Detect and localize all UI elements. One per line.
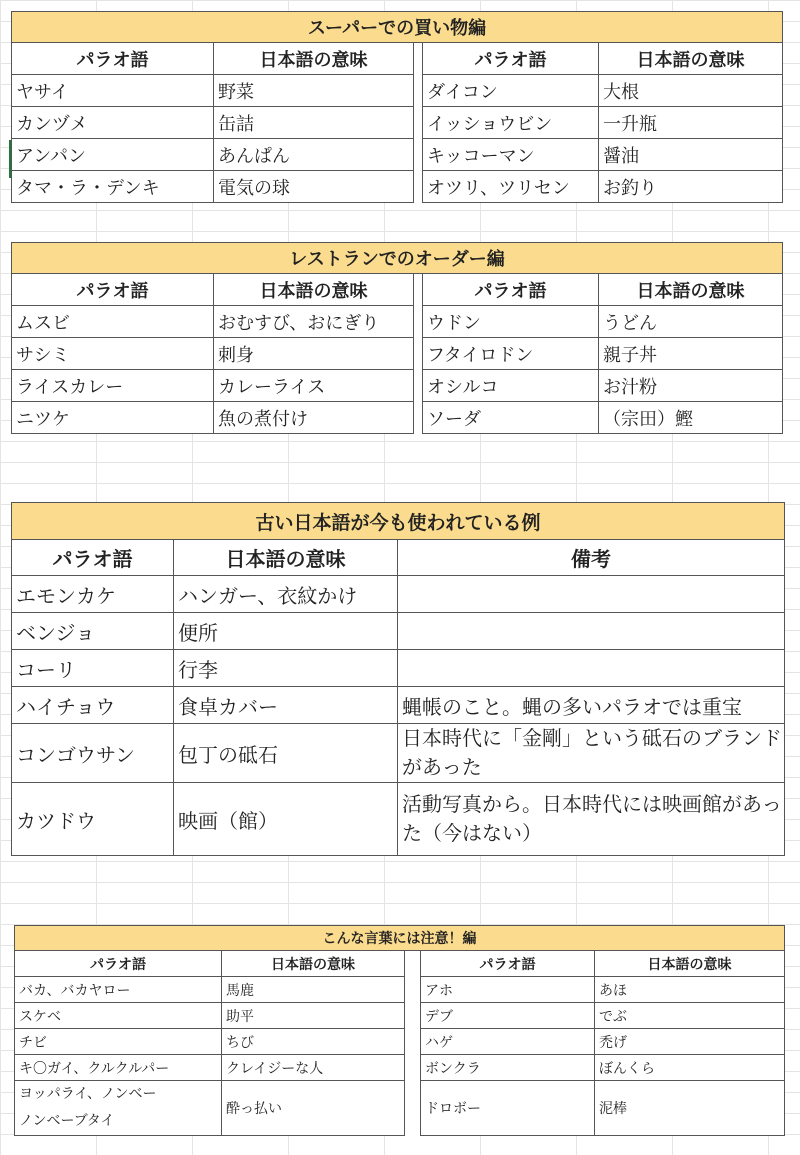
column-gap [414, 171, 423, 203]
column-gap [414, 139, 423, 171]
table-row [15, 1081, 785, 1136]
cell[interactable]: ハゲ [421, 1029, 595, 1055]
cell[interactable]: フタイロドン [423, 338, 599, 370]
table-row [12, 338, 783, 370]
column-header: パラオ語 [421, 951, 595, 977]
column-header: パラオ語 [12, 540, 174, 576]
cell[interactable]: スケベ [15, 1003, 222, 1029]
column-gap [405, 1029, 421, 1055]
old-words-table [11, 502, 785, 856]
cell[interactable]: 映画（館） [174, 783, 398, 856]
cell[interactable]: キッコーマン [423, 139, 599, 171]
cell[interactable]: ライスカレー [12, 370, 214, 402]
column-header: パラオ語 [423, 274, 599, 306]
column-gap [414, 370, 423, 402]
cell[interactable]: お釣り [599, 171, 783, 203]
shopping-table [11, 11, 783, 203]
column-gap [414, 274, 423, 306]
cell[interactable]: ウドン [423, 306, 599, 338]
column-header: パラオ語 [423, 43, 599, 75]
section-title: スーパーでの買い物編 [12, 12, 783, 43]
cell[interactable]: バカ、バカヤロー [15, 977, 222, 1003]
column-header: 日本語の意味 [174, 540, 398, 576]
cell[interactable]: アンパン [12, 139, 214, 171]
cell[interactable]: 刺身 [214, 338, 414, 370]
cell[interactable]: アホ [421, 977, 595, 1003]
cell[interactable]: クレイジーな人 [222, 1055, 405, 1081]
column-header: 日本語の意味 [599, 43, 783, 75]
cell[interactable]: （宗田）鰹 [599, 402, 783, 434]
note-cell[interactable] [398, 613, 785, 650]
cell[interactable]: 泥棒 [595, 1081, 785, 1136]
cell[interactable]: ちび [222, 1029, 405, 1055]
table-row [12, 171, 783, 203]
cell[interactable]: イッショウビン [423, 107, 599, 139]
cell[interactable]: ソーダ [423, 402, 599, 434]
cell[interactable]: 醤油 [599, 139, 783, 171]
column-gap [405, 951, 421, 977]
cell[interactable]: カツドウ [12, 783, 174, 856]
table-row [15, 1029, 785, 1055]
cell[interactable]: 酔っ払い [222, 1081, 405, 1136]
column-header: パラオ語 [12, 274, 214, 306]
cell[interactable]: 食卓カバー [174, 687, 398, 724]
column-header: パラオ語 [15, 951, 222, 977]
column-header: 備考 [398, 540, 785, 576]
cell[interactable]: タマ・ラ・デンキ [12, 171, 214, 203]
cell[interactable]: 便所 [174, 613, 398, 650]
cell[interactable]: サシミ [12, 338, 214, 370]
cell[interactable]: ハンガー、衣紋かけ [174, 576, 398, 613]
cell[interactable]: でぶ [595, 1003, 785, 1029]
cell[interactable]: あんぱん [214, 139, 414, 171]
table-row [12, 75, 783, 107]
cell[interactable]: ダイコン [423, 75, 599, 107]
column-header: 日本語の意味 [595, 951, 785, 977]
note-cell[interactable] [398, 650, 785, 687]
column-gap [405, 977, 421, 1003]
cell[interactable]: ぼんくら [595, 1055, 785, 1081]
table-row [12, 687, 785, 724]
note-cell[interactable]: 活動写真から。日本時代には映画館があった（今はない） [398, 783, 785, 856]
column-gap [405, 1003, 421, 1029]
cell[interactable]: 電気の球 [214, 171, 414, 203]
table-row [12, 306, 783, 338]
cell[interactable]: 馬鹿 [222, 977, 405, 1003]
section-title: レストランでのオーダー編 [12, 243, 783, 274]
cell[interactable]: オツリ、ツリセン [423, 171, 599, 203]
column-gap [414, 75, 423, 107]
table-row [12, 783, 785, 856]
table-row [15, 1055, 785, 1081]
cell[interactable]: 助平 [222, 1003, 405, 1029]
cell[interactable]: チビ [15, 1029, 222, 1055]
note-cell[interactable] [398, 576, 785, 613]
cell[interactable]: 野菜 [214, 75, 414, 107]
cell[interactable]: ベンジョ [12, 613, 174, 650]
cell[interactable]: お汁粉 [599, 370, 783, 402]
cell[interactable]: ムスビ [12, 306, 214, 338]
cell[interactable]: エモンカケ [12, 576, 174, 613]
section-title: こんな言葉には注意！編 [15, 926, 785, 951]
column-gap [405, 1055, 421, 1081]
caution-table [14, 925, 785, 1136]
note-cell[interactable]: 蝿帳のこと。蝿の多いパラオでは重宝 [398, 687, 785, 724]
cell[interactable]: うどん [599, 306, 783, 338]
cell[interactable]: ヤサイ [12, 75, 214, 107]
cell[interactable]: 行李 [174, 650, 398, 687]
column-header: 日本語の意味 [599, 274, 783, 306]
table-row [15, 1003, 785, 1029]
column-gap [414, 306, 423, 338]
cell[interactable]: ドロボー [421, 1081, 595, 1136]
column-header: 日本語の意味 [214, 43, 414, 75]
cell[interactable]: 包丁の砥石 [174, 724, 398, 783]
cell[interactable]: 魚の煮付け [214, 402, 414, 434]
restaurant-table [11, 242, 783, 434]
cell[interactable]: あほ [595, 977, 785, 1003]
column-header: 日本語の意味 [222, 951, 405, 977]
table-row [12, 139, 783, 171]
column-gap [414, 107, 423, 139]
cell[interactable]: カンヅメ [12, 107, 214, 139]
cell[interactable]: 禿げ [595, 1029, 785, 1055]
cell[interactable]: オシルコ [423, 370, 599, 402]
column-header: 日本語の意味 [214, 274, 414, 306]
cell[interactable]: デブ [421, 1003, 595, 1029]
cell[interactable]: 缶詰 [214, 107, 414, 139]
table-row [12, 650, 785, 687]
cell[interactable]: キ〇ガイ、クルクルパー [15, 1055, 222, 1081]
column-gap [405, 1081, 421, 1136]
cell[interactable]: コンゴウサン [12, 724, 174, 783]
column-gap [414, 338, 423, 370]
cell[interactable]: おむすび、おにぎり [214, 306, 414, 338]
table-row [12, 576, 785, 613]
column-gap [414, 402, 423, 434]
table-row [12, 107, 783, 139]
cell[interactable]: コーリ [12, 650, 174, 687]
column-header: パラオ語 [12, 43, 214, 75]
table-row [12, 613, 785, 650]
cell[interactable]: ハイチョウ [12, 687, 174, 724]
section-title: 古い日本語が今も使われている例 [12, 503, 785, 540]
table-row [12, 724, 785, 783]
cell[interactable]: 一升瓶 [599, 107, 783, 139]
cell[interactable]: カレーライス [214, 370, 414, 402]
cell[interactable]: ヨッパライ、ノンベー ノンベーブタイ [15, 1081, 222, 1136]
cell[interactable]: ニツケ [12, 402, 214, 434]
note-cell[interactable]: 日本時代に「金剛」という砥石のブランドがあった [398, 724, 785, 783]
table-row [12, 370, 783, 402]
table-row [15, 977, 785, 1003]
cell[interactable]: 大根 [599, 75, 783, 107]
cell[interactable]: ボンクラ [421, 1055, 595, 1081]
column-gap [414, 43, 423, 75]
cell[interactable]: 親子丼 [599, 338, 783, 370]
table-row [12, 402, 783, 434]
